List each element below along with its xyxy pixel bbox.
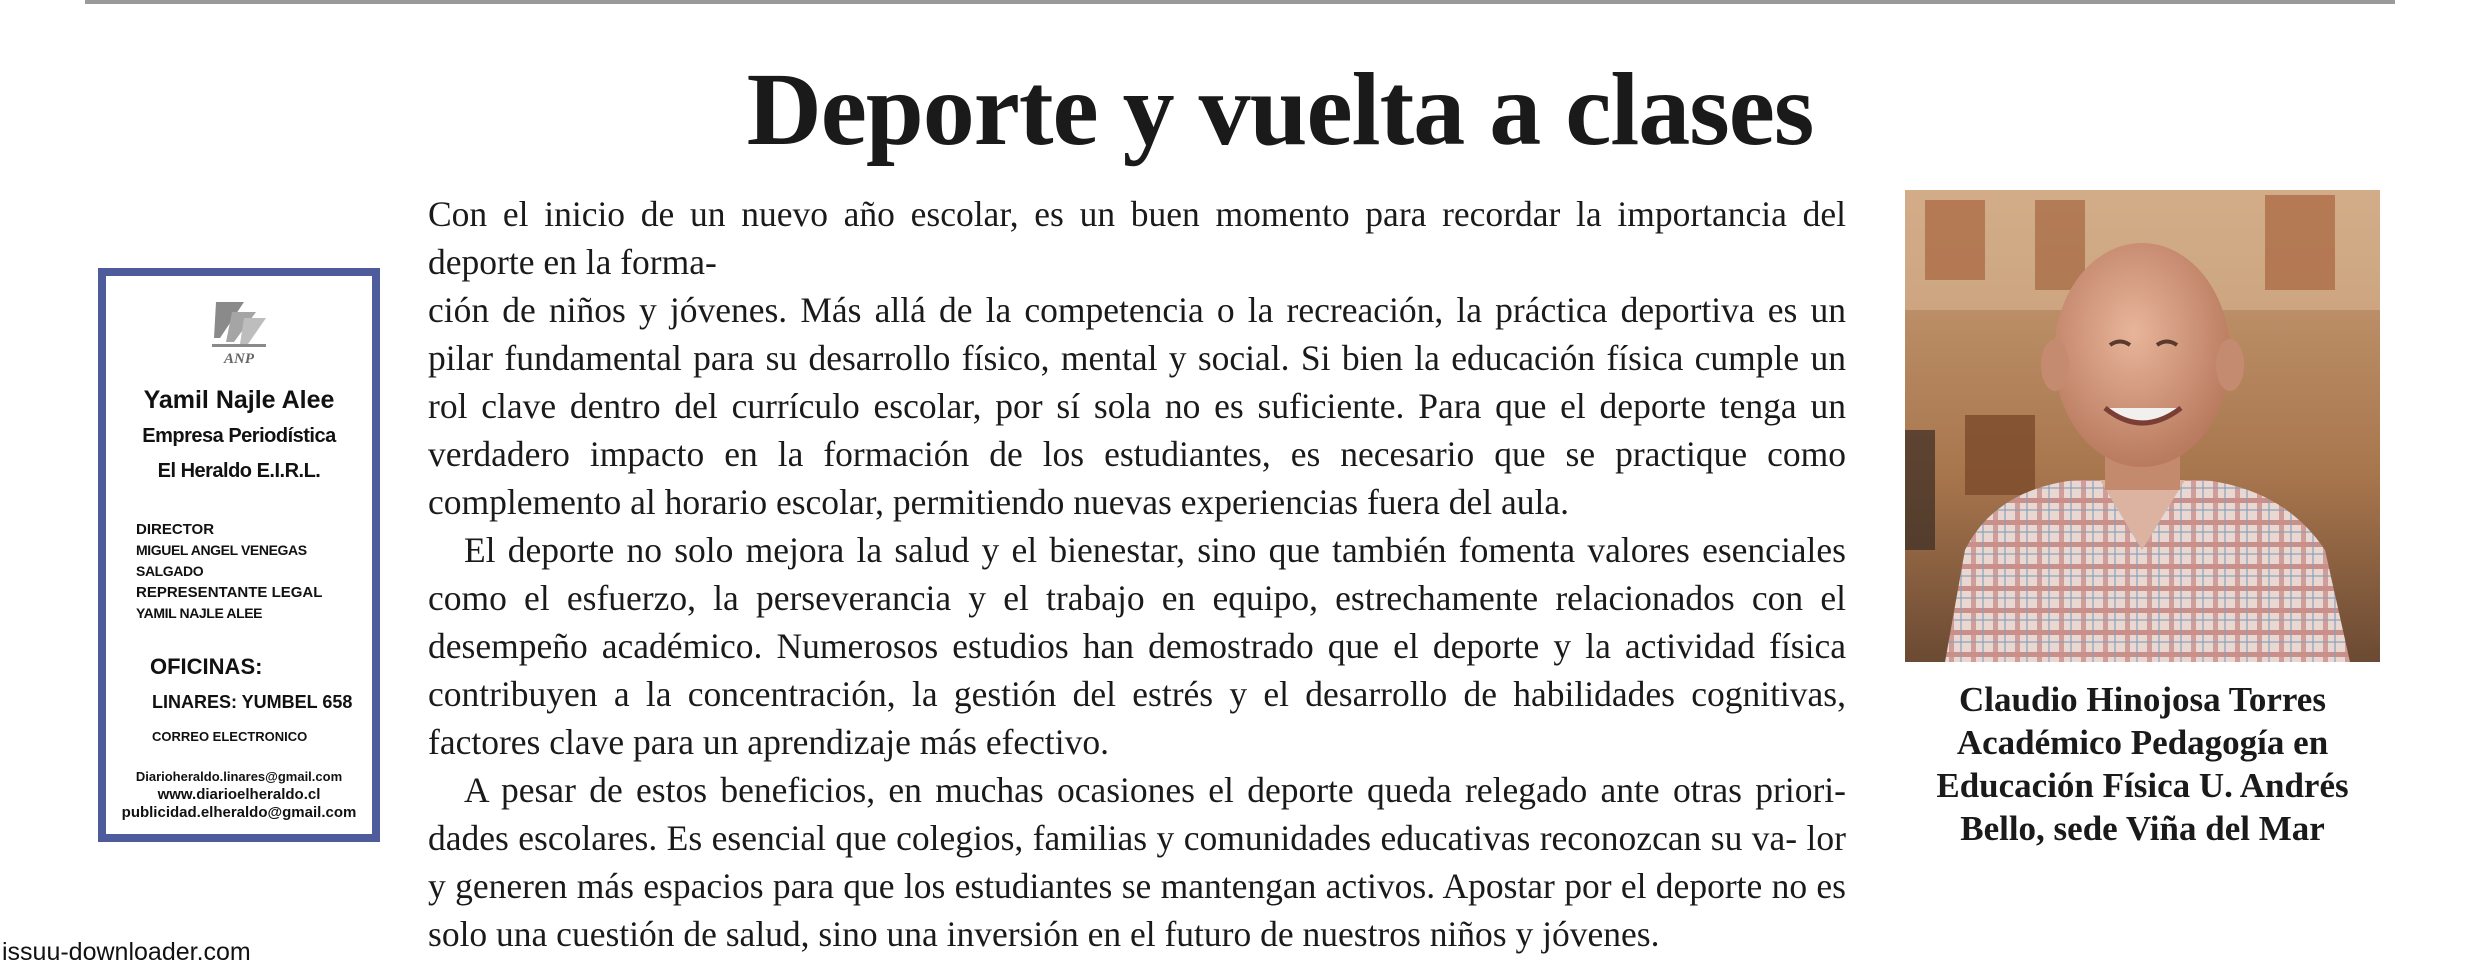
article-paragraph-3: A pesar de estos beneficios, en muchas ocasiones el deporte queda relegado ante otras priori- dades escolares. Es esencial que colegios, familias y comunidades educativas reconozcan su va- lor y generen más espacios para que los estudiantes se mantengan activos. Apostar por el deporte no es solo una cuestión de salud, sino una inversión en el futuro de nuestros niños y jóvenes. bbox=[428, 770, 1846, 954]
email-label: CORREO ELECTRONICO bbox=[152, 729, 308, 744]
staff-list bbox=[106, 519, 372, 624]
offices-section bbox=[106, 654, 372, 744]
contact-website: www.diarioelheraldo.cl bbox=[157, 786, 321, 803]
article-body bbox=[128, 190, 1846, 958]
top-rule bbox=[85, 0, 2395, 4]
article-paragraph-1: ción de niños y jóvenes. Más allá de la competencia o la recreación, la práctica deportiva es un pilar fundamental para su desarrollo físico, mental y social. Si bien la educación física cumple un rol clave dentro del currículo escolar, por sí sola no es suficiente. Para que el deporte tenga un verdadero impacto en la formación de los estudiantes, es necesario que se practique como complemento al horario escolar, permitiendo nuevas experiencias fuera del aula. bbox=[428, 290, 1846, 522]
company-name-line1: Empresa Periodística bbox=[142, 425, 336, 447]
masthead-box bbox=[98, 268, 380, 842]
caption-line-3: Educación Física U. Andrés bbox=[1936, 766, 2349, 805]
legal-rep-label: REPRESENTANTE LEGAL bbox=[136, 584, 323, 601]
company-name-line2: El Heraldo E.I.R.L. bbox=[157, 460, 321, 482]
director-label: DIRECTOR bbox=[136, 521, 215, 538]
caption-line-2: Académico Pedagogía en bbox=[1956, 723, 2329, 762]
legal-rep-name: YAMIL NAJLE ALEE bbox=[136, 605, 263, 621]
contact-ads-email: publicidad.elheraldo@gmail.com bbox=[121, 804, 357, 821]
office-address: LINARES: YUMBEL 658 bbox=[152, 692, 353, 712]
anp-logo-text: ANP bbox=[224, 351, 254, 367]
article-lead-line: Con el inicio de un nuevo año escolar, es un buen momento para recordar la importancia del deporte en la forma- bbox=[428, 194, 1846, 282]
offices-label: OFICINAS: bbox=[150, 654, 263, 679]
caption-line-4: Bello, sede Viña del Mar bbox=[1960, 809, 2325, 848]
contact-email: Diarioheraldo.linares@gmail.com bbox=[135, 769, 343, 784]
author-photo bbox=[1905, 190, 2380, 662]
photo-caption bbox=[1905, 678, 2380, 850]
director-name: MIGUEL ANGEL VENEGAS SALGADO bbox=[136, 542, 307, 579]
contacts bbox=[106, 768, 372, 822]
source-watermark: issuu-downloader.com bbox=[2, 938, 251, 966]
article-paragraph-2: El deporte no solo mejora la salud y el bienestar, sino que también fomenta valores esenciales como el esfuerzo, la perseverancia y el trabajo en equipo, estrechamente relacionados con el desempeño académico. Numerosos estudios han demostrado que el deporte y la actividad física contribuyen a la concentración, la gestión del estrés y el desarrollo de habilidades cognitivas, factores clave para un aprendizaje más efectivo. bbox=[428, 530, 1846, 762]
anp-logo bbox=[106, 298, 372, 355]
headline: Deporte y vuelta a clases bbox=[746, 52, 1814, 167]
caption-line-1: Claudio Hinojosa Torres bbox=[1959, 680, 2326, 719]
publisher-name: Yamil Najle Alee bbox=[143, 386, 335, 414]
